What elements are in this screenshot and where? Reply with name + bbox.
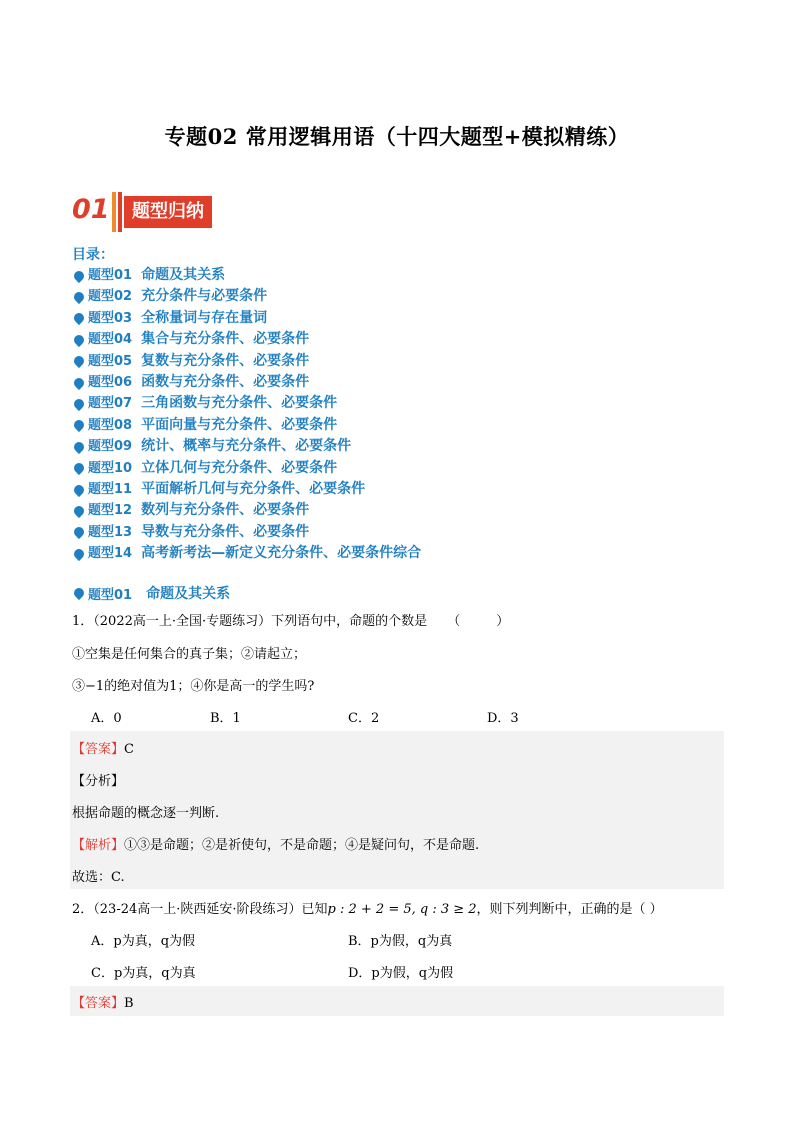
subsection-label: 命题及其关系 bbox=[146, 586, 231, 602]
toc-item-tag: 题型11 bbox=[88, 481, 133, 497]
toc-item[interactable] bbox=[72, 329, 672, 350]
answer-value: C bbox=[124, 742, 134, 757]
toc-item[interactable] bbox=[72, 372, 672, 393]
option-c: C．p为真，q为真 bbox=[91, 966, 196, 981]
toc-item-tag: 题型10 bbox=[88, 460, 133, 476]
section-bar-orange bbox=[112, 192, 116, 232]
toc-item[interactable] bbox=[72, 393, 672, 414]
location-pin-icon bbox=[72, 547, 86, 561]
section-bar-red bbox=[118, 192, 122, 232]
analysis-text: 根据命题的概念逐一判断. bbox=[72, 806, 220, 821]
location-pin-icon bbox=[72, 586, 86, 600]
answer-label: 【答案】 bbox=[72, 996, 125, 1011]
question-stem-end: ，则下列判断中，正确的是（ ） bbox=[476, 902, 663, 917]
question-1-line-3: ③−1的绝对值为1；④你是高一的学生吗? bbox=[72, 679, 315, 694]
toc-item-tag: 题型04 bbox=[88, 332, 133, 348]
option-d: D．p为假，q为假 bbox=[348, 966, 454, 981]
location-pin-icon bbox=[72, 333, 86, 347]
toc-item-tag: 题型03 bbox=[88, 310, 133, 326]
solution-box bbox=[70, 986, 724, 1016]
answer-paren-close: ） bbox=[496, 614, 510, 629]
location-pin-icon bbox=[72, 290, 86, 304]
question-2-stem bbox=[72, 898, 663, 917]
toc-item[interactable] bbox=[72, 479, 672, 500]
toc-item-tag: 题型06 bbox=[88, 374, 133, 390]
choice-line: 故选：C. bbox=[72, 870, 125, 885]
option-d: D．3 bbox=[487, 711, 519, 726]
analysis-label: 【分析】 bbox=[72, 774, 125, 789]
question-1-line-2: ①空集是任何集合的真子集；②请起立； bbox=[72, 647, 307, 662]
toc-item-label: 平面解析几何与充分条件、必要条件 bbox=[141, 480, 366, 497]
answer-line bbox=[72, 992, 134, 1011]
toc-item-tag: 题型01 bbox=[88, 268, 133, 283]
solution-label: 【解析】 bbox=[72, 838, 125, 853]
toc-item-tag: 题型12 bbox=[88, 503, 133, 519]
location-pin-icon bbox=[72, 525, 86, 539]
location-pin-icon bbox=[72, 483, 86, 497]
toc-item[interactable] bbox=[72, 436, 672, 457]
subsection-tag: 题型01 bbox=[88, 587, 133, 603]
option-a: A．0 bbox=[91, 711, 122, 726]
toc-item-label: 统计、概率与充分条件、必要条件 bbox=[141, 438, 352, 455]
location-pin-icon bbox=[72, 269, 86, 283]
toc-item-label: 三角函数与充分条件、必要条件 bbox=[141, 395, 338, 412]
toc-label: 目录： bbox=[72, 247, 114, 263]
toc-item-label: 立体几何与充分条件、必要条件 bbox=[141, 459, 338, 476]
toc-item[interactable] bbox=[72, 415, 672, 436]
answer-value: B bbox=[124, 996, 134, 1011]
toc-item-label: 复数与充分条件、必要条件 bbox=[141, 352, 310, 369]
toc-item[interactable] bbox=[72, 351, 672, 372]
section-number: 01 bbox=[72, 194, 110, 225]
toc-item-label: 导数与充分条件、必要条件 bbox=[141, 523, 310, 540]
toc-item-tag: 题型14 bbox=[88, 546, 133, 562]
location-pin-icon bbox=[72, 461, 86, 475]
option-c: C．2 bbox=[348, 711, 380, 726]
toc-item[interactable] bbox=[72, 500, 672, 521]
answer-label: 【答案】 bbox=[72, 742, 125, 757]
location-pin-icon bbox=[72, 354, 86, 368]
toc-item[interactable] bbox=[72, 522, 672, 543]
toc-item[interactable] bbox=[72, 308, 672, 329]
section-label: 题型归纳 bbox=[124, 196, 212, 228]
toc-item-tag: 题型13 bbox=[88, 524, 133, 540]
solution-text: ①③是命题；②是祈使句，不是命题；④是疑问句，不是命题. bbox=[124, 838, 480, 853]
question-stem-text: 1．（2022高一上·全国·专题练习）下列语句中，命题的个数是 bbox=[72, 614, 428, 629]
location-pin-icon bbox=[72, 376, 86, 390]
table-of-contents bbox=[72, 265, 672, 564]
toc-item-tag: 题型02 bbox=[88, 289, 133, 305]
page-title: 专题02 常用逻辑用语（十四大题型+模拟精练） bbox=[164, 124, 630, 149]
toc-item-label: 命题及其关系 bbox=[141, 267, 226, 283]
question-math: p : 2 + 2 = 5, q : 3 ≥ 2 bbox=[327, 902, 477, 917]
toc-item[interactable] bbox=[72, 286, 672, 307]
toc-item[interactable] bbox=[72, 265, 672, 286]
toc-item-tag: 题型08 bbox=[88, 417, 133, 433]
toc-item-label: 全称量词与存在量词 bbox=[141, 309, 268, 326]
question-stem-text: 2．（23-24高一上·陕西延安·阶段练习）已知 bbox=[72, 902, 328, 917]
option-a: A．p为真，q为假 bbox=[91, 934, 196, 949]
location-pin-icon bbox=[72, 440, 86, 454]
toc-item-label: 充分条件与必要条件 bbox=[141, 288, 268, 305]
solution-line bbox=[72, 834, 479, 853]
subsection-heading bbox=[72, 583, 230, 603]
toc-item-tag: 题型09 bbox=[88, 439, 133, 455]
location-pin-icon bbox=[72, 418, 86, 432]
option-b: B．1 bbox=[210, 711, 241, 726]
toc-item-label: 集合与充分条件、必要条件 bbox=[141, 331, 310, 348]
toc-item[interactable] bbox=[72, 458, 672, 479]
answer-paren-open: （ bbox=[447, 614, 461, 629]
toc-item-label: 平面向量与充分条件、必要条件 bbox=[141, 416, 338, 433]
location-pin-icon bbox=[72, 397, 86, 411]
location-pin-icon bbox=[72, 504, 86, 518]
toc-item-label: 函数与充分条件、必要条件 bbox=[141, 373, 310, 390]
toc-item-tag: 题型05 bbox=[88, 353, 133, 369]
toc-item-tag: 题型07 bbox=[88, 396, 133, 412]
question-1-stem bbox=[72, 610, 509, 629]
answer-line bbox=[72, 738, 134, 757]
toc-item-label: 数列与充分条件、必要条件 bbox=[141, 502, 310, 519]
toc-item[interactable] bbox=[72, 543, 672, 564]
location-pin-icon bbox=[72, 311, 86, 325]
toc-item-label: 高考新考法—新定义充分条件、必要条件综合 bbox=[141, 545, 422, 562]
option-b: B．p为假，q为真 bbox=[348, 934, 453, 949]
